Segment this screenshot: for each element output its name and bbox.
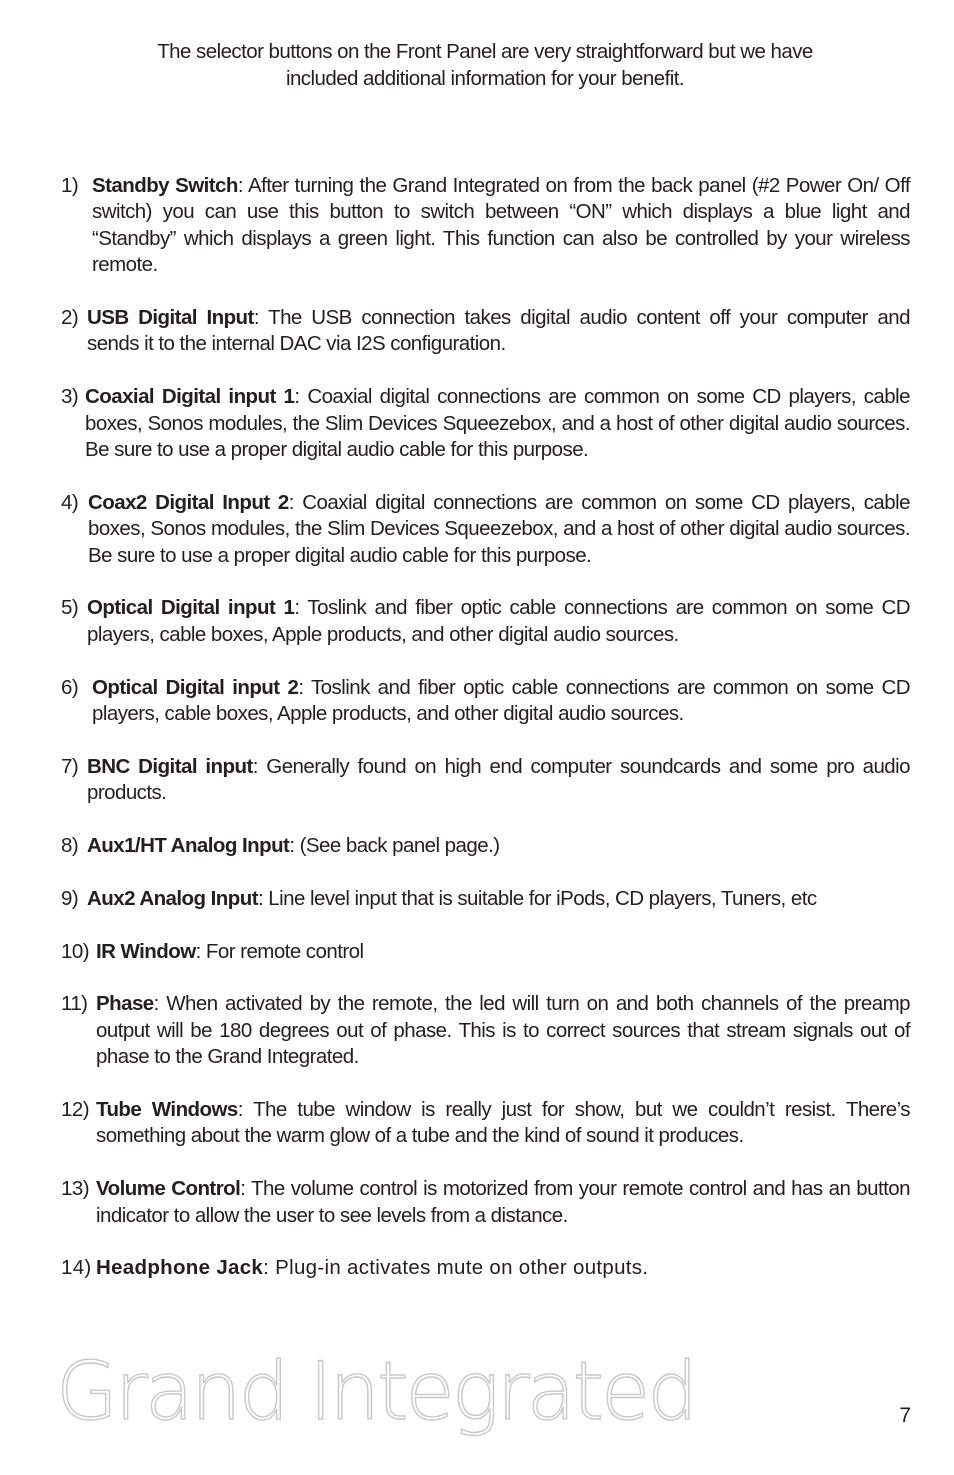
list-item-aux2-analog-input xyxy=(61,886,910,912)
item-term: Optical Digital input 1 xyxy=(87,596,295,620)
item-term: Volume Control xyxy=(96,1177,241,1201)
item-description: : For remote control xyxy=(195,939,364,963)
list-item-optical-digital-input-2 xyxy=(61,675,910,728)
list-item-coaxial-digital-input-1 xyxy=(61,384,910,463)
item-term: Aux2 Analog Input xyxy=(87,886,258,910)
item-description: : Coaxial digital connections are common on some CD players, cable boxes, Sonos modules, the Slim Devices Squeezebox, and a host of other digital audio sources. Be sure to use a proper digital audio cable for this purpose. xyxy=(85,385,910,462)
intro-paragraph xyxy=(60,38,910,92)
list-item-optical-digital-input-1 xyxy=(61,595,910,648)
item-description: : (See back panel page.) xyxy=(289,834,500,858)
list-item-usb-digital-input xyxy=(61,305,910,358)
feature-list xyxy=(61,173,910,1308)
list-item-ir-window xyxy=(61,939,910,965)
item-number: 1) xyxy=(61,174,79,197)
list-item-tube-windows xyxy=(61,1097,910,1150)
item-number: 10) xyxy=(61,939,89,963)
item-number: 14) xyxy=(61,1256,92,1280)
intro-line-2: included additional information for your benefit. xyxy=(285,67,685,90)
item-term: Aux1/HT Analog Input xyxy=(87,834,290,858)
intro-line-1: The selector buttons on the Front Panel are very straightforward but we have xyxy=(157,40,813,63)
item-description: : Generally found on high end computer soundcards and some pro audio products. xyxy=(87,754,910,805)
item-term: BNC Digital input xyxy=(87,754,253,778)
item-term: IR Window xyxy=(96,939,196,963)
item-number: 7) xyxy=(61,754,79,778)
item-description: : Toslink and fiber optic cable connections are common on some CD players, cable boxes, Apple products, and other digital audio sources. xyxy=(92,675,911,726)
item-description: : The USB connection takes digital audio content off your computer and sends it to the internal DAC via I2S configuration. xyxy=(87,306,910,356)
item-number: 13) xyxy=(61,1177,89,1201)
item-term: Tube Windows xyxy=(96,1098,238,1122)
item-description: : The tube window is really just for show, but we couldn’t resist. There’s something about the warm glow of a tube and the kind of sound it produces. xyxy=(96,1098,910,1148)
item-number: 12) xyxy=(61,1098,89,1122)
item-number: 3) xyxy=(61,385,79,409)
item-term: Optical Digital input 2 xyxy=(92,675,299,699)
page-number: 7 xyxy=(899,1404,911,1427)
list-item-headphone-jack xyxy=(61,1255,910,1281)
list-item-coax2-digital-input-2 xyxy=(61,490,910,569)
list-item-standby-switch xyxy=(61,173,910,279)
item-term: Coax2 Digital Input 2 xyxy=(88,490,289,514)
item-description: : Toslink and fiber optic cable connections are common on some CD players, cable boxes, Apple products, and other digital audio sources. xyxy=(87,596,910,646)
item-description: : After turning the Grand Integrated on from the back panel (#2 Power On/ Off switch) you can use this button to switch between “ON” which displays a blue light and “Standby” which displays a green light. This function can also be controlled by your wireless remote. xyxy=(92,174,910,277)
item-number: 9) xyxy=(61,886,79,910)
item-description: : Plug-in activates mute on other outputs. xyxy=(263,1256,649,1280)
list-item-aux1-ht-analog-input xyxy=(61,833,910,859)
item-term: USB Digital Input xyxy=(87,306,254,330)
item-term: Standby Switch xyxy=(92,174,238,197)
item-description: : When activated by the remote, the led will turn on and both channels of the preamp output will be 180 degrees out of phase. This is to correct sources that stream signals out of phase to the Grand Integrated. xyxy=(96,992,910,1069)
item-number: 4) xyxy=(61,490,79,514)
item-number: 11) xyxy=(61,992,88,1016)
item-term: Coaxial Digital input 1 xyxy=(85,385,295,409)
list-item-bnc-digital-input xyxy=(61,754,910,807)
brand-watermark: Grand Integrated xyxy=(56,1345,695,1438)
list-item-phase xyxy=(61,991,910,1070)
item-term: Phase xyxy=(96,992,154,1016)
item-number: 6) xyxy=(61,675,79,699)
item-number: 5) xyxy=(61,596,79,620)
item-number: 2) xyxy=(61,306,79,330)
item-number: 8) xyxy=(61,834,79,858)
list-item-volume-control xyxy=(61,1176,910,1229)
item-description: : Coaxial digital connections are common on some CD players, cable boxes, Sonos modules, the Slim Devices Squeezebox, and a host of other digital audio sources. Be sure to use a proper digital audio cable for this purpose. xyxy=(88,490,910,567)
item-description: : The volume control is motorized from your remote control and has an button indicator to allow the user to see levels from a distance. xyxy=(96,1177,910,1227)
item-description: : Line level input that is suitable for iPods, CD players, Tuners, etc xyxy=(257,886,817,910)
item-term: Headphone Jack xyxy=(96,1256,264,1280)
